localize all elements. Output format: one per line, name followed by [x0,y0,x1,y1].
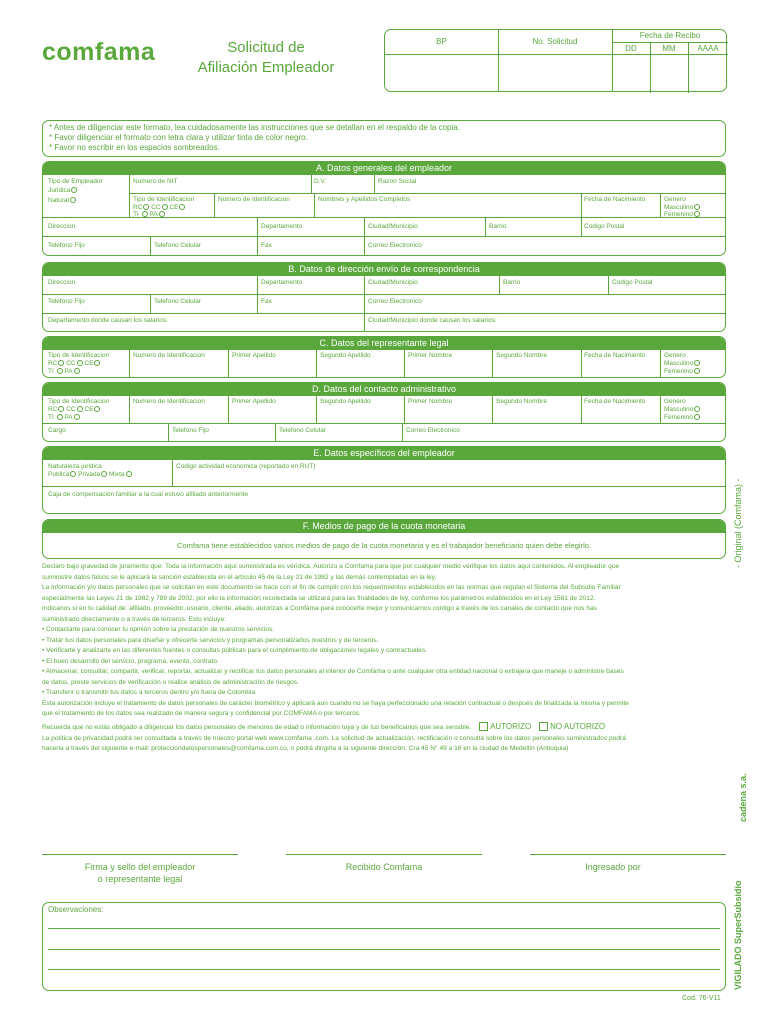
legal-line: Indícanos si en tu calidad de: afiliado, proveedor, usuario, cliente, aliado, autorizas a Comfama para conocerte mejor y comunicarnos contigo a través de los canales de contacto que nos has [42,605,597,612]
d-femenino-option [664,414,700,421]
legal-text [42,562,726,755]
vigilado-supersubsidio: VIGILADO SuperSubsidio [733,880,743,990]
d-masculino-label: Masculino [664,406,694,413]
c-num-identificacion-label: Numero de Identificacion [133,352,205,359]
d-primer-nombre-label: Primer Nombre [408,398,453,405]
b-codigo-postal-label: Codigo Postal [612,279,653,286]
form-code: Cod. 76-V11 [682,995,721,1002]
legal-line: suministre datos falsos se le aplicará la sanción establecida en el artículo 45 de la Ley 21 de 1982 y las demás contempladas en la ley. [42,573,437,581]
fax-label: Fax [261,242,272,249]
minors-text: Recuerda que no estás obligado a diligenciar los datos personales de menores de edad o información tuya y de tus beneficiarios que sea sensible. [42,723,472,731]
caja-anterior-label: Caja de compensación familiar a la cual estuvo afiliado anteriormente [48,491,249,498]
d-cc-radio[interactable] [77,406,83,412]
femenino-label: Femenino [664,211,693,218]
c-femenino-radio[interactable] [694,368,700,374]
d-num-identificacion-label: Numero de Identificacion [133,398,205,405]
instructions-box [42,120,726,157]
fecha-nacimiento-label: Fecha de Nacimiento [584,196,646,203]
instruction-3: * Favor no escribir en los espacios sombreados. [49,143,220,152]
privada-radio[interactable] [101,471,107,477]
legal-line: La información y/o datos personales que se solicitan en este documento se hace con el fin de cumplir con los requerimientos establecidos en las normas que regulan el Sistema del Subsidio Familiar [42,584,621,591]
c-primer-apellido-label: Primer Apellido [232,352,276,359]
masculino-label: Masculino [664,204,694,211]
barrio-label: Barrio [489,223,507,230]
dv-label: D.V. [314,178,327,185]
fecha-recibo-label: Fecha de Recibo [639,31,701,40]
no-autorizo-label: NO AUTORIZO [550,721,606,731]
section-f-title: F. Medios de pago de la cuota monetaria [43,520,725,533]
natural-option [48,197,76,204]
legal-line: especialmente las Leyes 21 de 1982 y 789 de 2002, por ello la información recolectada se utilizará para las finalidades de ley, conforme los parámetros establecidos en el Ley 1581 de 2012. [42,594,596,602]
d-fecha-nacimiento-label: Fecha de Nacimiento [584,398,646,405]
juridica-label: Juridica [48,187,71,194]
no-autorizo-checkbox[interactable] [539,722,548,731]
section-c-title: C. Datos del representante legal [43,337,725,350]
d-pa-radio[interactable] [74,414,80,420]
section-f [42,519,726,559]
c-masculino-label: Masculino [664,360,694,367]
publica-radio[interactable] [70,471,76,477]
solicitud-label: No. Solicitud [532,37,578,46]
c-cc-radio[interactable] [77,360,83,366]
femenino-radio[interactable] [694,211,700,217]
razon-social-label: Razon Social [378,178,417,185]
firma-label-line1: Firma y sello del empleador [84,862,196,872]
recibido-signature-line [286,854,482,855]
d-tipo-id-options-row1 [48,406,100,413]
section-c [42,336,726,378]
c-segundo-apellido-label: Segundo Apellido [320,352,371,359]
mm-label: MM [662,44,676,53]
ce-radio[interactable] [179,204,185,210]
ingresado-label: Ingresado por [585,862,641,872]
b-fax-label: Fax [261,298,272,305]
section-d [42,382,726,442]
d-telefono-fijo-label: Telefono Fijo [172,427,209,434]
autorizo-checkbox[interactable] [479,722,488,731]
section-e-title: E. Datos específicos del empleador [43,447,725,460]
codigo-postal-label: Codigo Postal [584,223,625,230]
masculino-option [664,204,700,211]
d-tipo-id-options-row2 [48,414,80,421]
d-ti-radio[interactable] [57,414,63,420]
original-copy-label: - Original (Comfama) - [733,478,743,568]
b-ciudad-salarios-label: Ciudad/Municipio donde causan los salarios: [368,317,497,324]
observaciones-label: Observaciones: [48,905,104,914]
form-title-line2: Afiliación Empleador [197,59,335,76]
juridica-option [48,187,77,194]
legal-line: • Tratar tus datos personales para diseñar y ofrecerte servicios y programas personalizados nuestros y de terceros. [42,636,379,644]
b-barrio-label: Barrio [503,279,521,286]
c-masculino-option [664,360,700,367]
recibido-label: Recibido Comfama [345,862,423,872]
b-correo-label: Correo Electronico [368,298,422,305]
d-correo-label: Correo Electronico [406,427,460,434]
cc-radio[interactable] [162,204,168,210]
logo-text: comfama [42,38,156,66]
d-femenino-label: Femenino [664,414,693,421]
d-genero-label: Genero [664,398,686,405]
c-ce-label: CE [84,360,94,367]
departamento-label: Departamento [261,223,303,230]
b-direccion-label: Direccion [48,279,76,286]
d-pa-label: PA [64,414,73,421]
firma-signature-line [42,854,238,855]
bp-label: BP [436,37,447,46]
b-telefono-celular-label: Telefono Celular [154,298,201,305]
cc-label: CC [151,204,161,211]
natural-radio[interactable] [70,197,76,203]
firma-label-line2: o representante legal [97,874,183,884]
legal-line: suministrado directamente o a través de terceros. Esto incluye: [42,615,226,623]
c-femenino-option [664,368,700,375]
c-femenino-label: Femenino [664,368,693,375]
b-telefono-fijo-label: Telefono Fijo [48,298,85,305]
b-departamento-label: Departamento [261,279,303,286]
rc-radio[interactable] [143,204,149,210]
ti-label: TI [133,211,139,218]
ciudad-label: Ciudad/Municipio [368,223,418,230]
legal-line: que el tratamiento de los datos sea realizado de manera segura y confidencial por COMFAMA o por terceros. [42,710,361,717]
naturaleza-options [48,471,132,478]
d-masculino-option [664,406,700,413]
minors-consent-line [42,720,726,734]
section-a [42,161,726,256]
telefono-celular-label: Telefono Celular [154,242,201,249]
publica-label: Publica [48,471,70,478]
d-cc-label: CC [66,406,76,413]
c-tipo-identificacion-label: Tipo de Identificacion [48,352,110,359]
d-tipo-identificacion-label: Tipo de Identificacion [48,398,110,405]
tipo-id-options-row1 [133,204,185,211]
c-masculino-radio[interactable] [694,360,700,366]
section-a-title: A. Datos generales del empleador [43,162,725,175]
d-masculino-radio[interactable] [694,406,700,412]
nit-label: Numero de NIT [133,178,178,185]
d-telefono-celular-label: Telefono Celular [279,427,326,434]
c-genero-label: Genero [664,352,686,359]
c-ti-label: TI [48,368,54,375]
section-f-text: Comfama tiene establecidos varios medios de pago de la cuota monetaria y es el trabajador beneficiario quien debe elegirlo. [177,541,591,550]
mixta-label: Mixta [109,471,125,478]
rc-label: RC [133,204,143,211]
naturaleza-label: Naturaleza juridica [48,463,102,470]
d-ce-label: CE [84,406,94,413]
c-ti-radio[interactable] [57,368,63,374]
form-title [190,38,342,78]
telefono-fijo-label: Telefono Fijo [48,242,85,249]
nombres-label: Nombres y Apellidos Completos [318,196,411,203]
c-pa-radio[interactable] [74,368,80,374]
pa-label: PA [149,211,158,218]
d-femenino-radio[interactable] [694,414,700,420]
ce-label: CE [169,204,179,211]
legal-line: de datos, preste servicios de verificación o realice análisis de administración de riesgos. [42,678,299,686]
c-rc-radio[interactable] [58,360,64,366]
ti-radio[interactable] [142,211,148,217]
mixta-radio[interactable] [126,471,132,477]
c-primer-nombre-label: Primer Nombre [408,352,453,359]
dd-label: DD [625,44,637,53]
cadena-mark: cadena s.a. [738,773,748,822]
observaciones-box[interactable] [42,902,726,991]
masculino-radio[interactable] [694,204,700,210]
c-tipo-id-options-row1 [48,360,100,367]
tipo-id-options-row2 [133,211,165,218]
tipo-identificacion-label: Tipo de Identificacion [133,196,195,203]
genero-label: Genero [664,196,686,203]
d-rc-label: RC [48,406,58,413]
femenino-option [664,211,700,218]
section-e [42,446,726,514]
legal-line: Esta autorización incluye el tratamiento de datos personales de carácter biométrico y aplicará aun cuando no se haya perfeccionado una relación contractual o después de finalizada la misma y permite [42,699,629,707]
legal-line: • El buen desarrollo del servicio, programa, evento, contrato. [42,657,219,665]
c-pa-label: PA [64,368,73,375]
direccion-label: Direccion [48,223,76,230]
privacy-line-2: hacerla a través del siguiente e-mail: protecciondatospersonales@comfama.com.co, o podrá dirigirla a la siguiente dirección: Cra 45 N° 49 a 16 en la ciudad de Medellín (Antioquia) [42,745,569,752]
natural-label: Natural [48,197,69,204]
c-cc-label: CC [66,360,76,367]
d-cargo-label: Cargo [48,427,66,434]
num-identificacion-label: Numero de Identificacion [218,196,290,203]
office-use-box [384,29,727,92]
c-rc-label: RC [48,360,58,367]
c-ce-radio[interactable] [94,360,100,366]
d-ti-label: TI [48,414,54,421]
section-d-title: D. Datos del contacto administrativo [43,383,725,396]
legal-line: • Transferir o transmitir tus datos a terceros dentro y/o fuera de Colombia. [42,689,257,696]
d-segundo-apellido-label: Segundo Apellido [320,398,371,405]
section-b [42,262,726,332]
autorizo-label: AUTORIZO [490,721,532,731]
c-fecha-nacimiento-label: Fecha de Nacimiento [584,352,646,359]
instruction-2: * Favor diligenciar el formato con letra clara y utilizar tinta de color negro. [49,133,308,142]
codigo-actividad-label: Codigo actividad economica (reportado en RUT) [176,463,316,470]
pa-radio[interactable] [159,211,165,217]
instruction-1: * Antes de diligenciar este formato, lea cuidadosamente las instrucciones que se detallan en el respaldo de la copia. [49,123,460,132]
comfama-logo [42,38,155,67]
section-b-title: B. Datos de dirección envío de correspondencia [43,263,725,276]
b-ciudad-label: Ciudad/Municipio [368,279,418,286]
firma-label [42,861,238,885]
privada-label: Privada [78,471,101,478]
legal-line: • Contactarte para conocer tu opinión sobre la prestación de nuestros servicios. [42,626,275,633]
aaaa-label: AAAA [697,44,719,53]
form-title-line1: Solicitud de [227,39,305,56]
juridica-radio[interactable] [71,187,77,193]
ingresado-signature-line [530,854,726,855]
d-rc-radio[interactable] [58,406,64,412]
c-segundo-nombre-label: Segundo Nombre [496,352,547,359]
legal-line: • Verificarte y analizarte en las diferentes fuentes o consultas públicas para el cumplimiento de obligaciones legales y contractuales. [42,647,427,654]
c-tipo-id-options-row2 [48,368,80,375]
d-ce-radio[interactable] [94,406,100,412]
tipo-empleador-label: Tipo de Empleador [48,178,103,185]
d-segundo-nombre-label: Segundo Nombre [496,398,547,405]
privacy-line-1: La política de privacidad podrá ser consultada a través de nuestro portal web www.comfama .com. La solicitud de actualización, rectificación o consulta sobre los datos personales suministrados podrá [42,734,626,742]
d-primer-apellido-label: Primer Apellido [232,398,276,405]
correo-label: Correo Electronico [368,242,422,249]
b-depto-salarios-label: Departamento donde causan los salarios: [48,317,168,324]
legal-line: • Almacenar, consultar, compartir, verificar, reportar, actualizar y rectificar tus datos personales al interior de Comfama o ante cualquier otra entidad nacional o extrajera que maneje o administre bases [42,668,624,675]
legal-line: Declaro bajo gravedad de juramento que: Toda la información aquí suministrada es verídica. Autorizo a Comfama para que por cualquier medio verifique los datos aquí contenidos. Al empleador que [42,563,620,570]
